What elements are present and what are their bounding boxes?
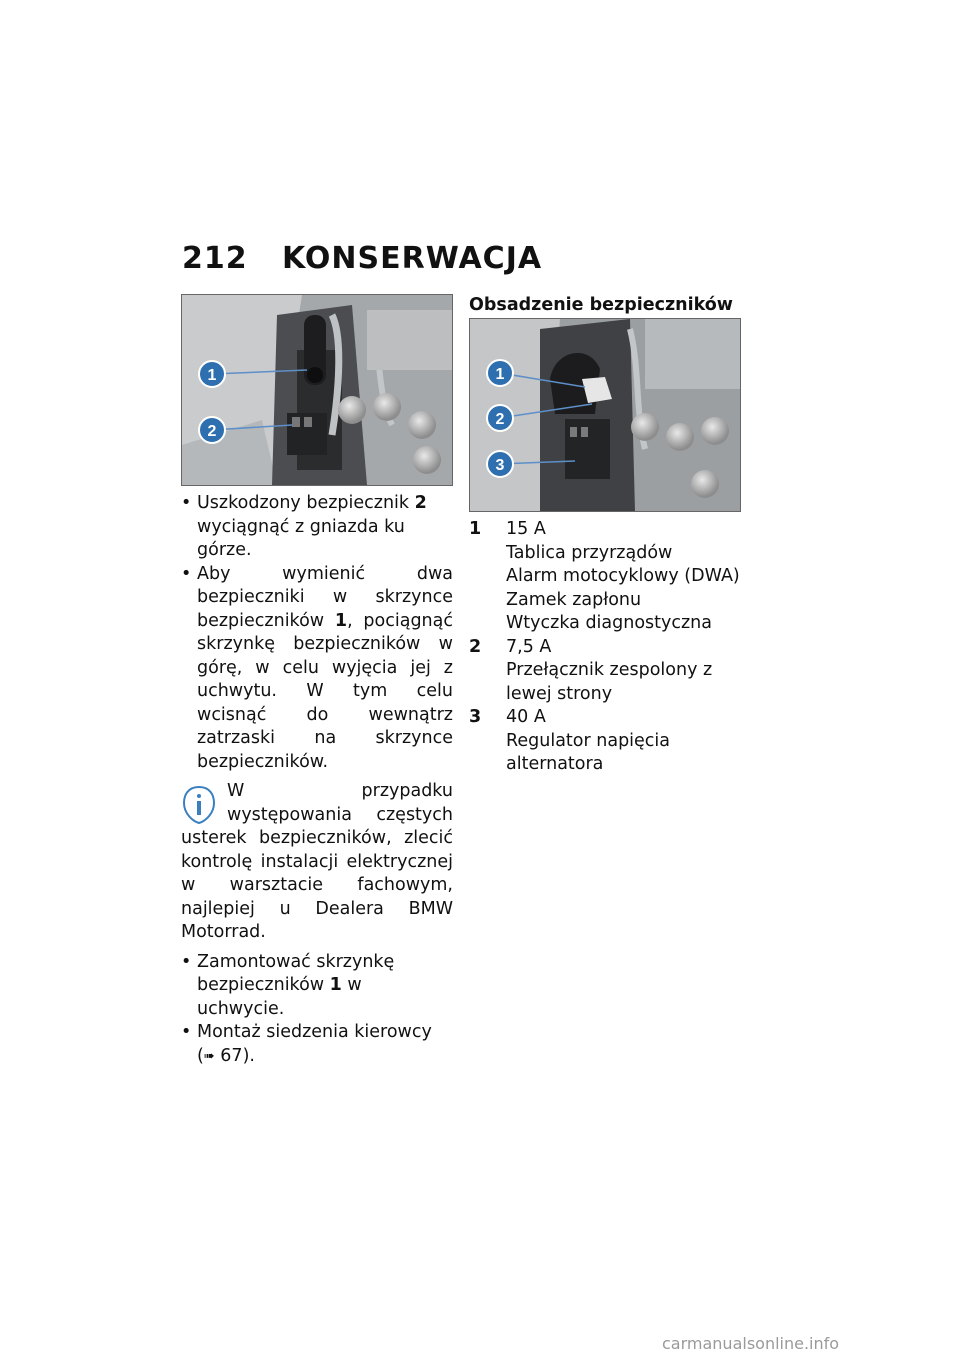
page-title: KONSERWACJA <box>282 241 543 276</box>
site-watermark: carmanualsonline.info <box>662 1334 840 1353</box>
fuse-rating: 7,5 A <box>506 636 552 657</box>
fuse-circuit: Tablica przyrządów <box>506 542 673 563</box>
section-heading: Obsadzenie bezpieczników <box>469 295 733 315</box>
callout-1-photo2 <box>487 360 513 386</box>
instruction-text: Montaż siedzenia kierowcy <box>197 1022 432 1042</box>
instruction-text: Uszkodzony bezpiecznik <box>197 493 415 513</box>
fuse-item-3 <box>469 706 749 777</box>
svg-text:2: 2 <box>207 423 217 440</box>
fuse-number: 3 <box>469 707 482 727</box>
fuse-rating: 15 A <box>506 519 546 539</box>
instruction-text: Zamontować skrzynkę bezpieczników <box>197 951 395 995</box>
info-icon <box>181 784 217 826</box>
fuse-rating: 40 A <box>506 707 546 727</box>
svg-text:1: 1 <box>495 366 505 383</box>
fuse-circuit: Alarm motocyklowy (DWA) <box>506 566 740 586</box>
instruction-remove-fuse <box>181 492 453 563</box>
callout-2-photo1 <box>199 417 225 443</box>
callout-1-photo1 <box>199 361 225 387</box>
fuse-item-1 <box>469 518 749 636</box>
page-reference-arrow-icon: ➠ <box>203 1048 215 1064</box>
fuse-item-2 <box>469 636 749 707</box>
fuse-assignment-illustration <box>470 319 740 511</box>
page-header <box>182 241 542 276</box>
svg-text:1: 1 <box>207 367 217 384</box>
svg-text:2: 2 <box>495 411 505 428</box>
instruction-text: wyciągnąć z gniazda ku górze. <box>197 516 405 560</box>
left-column <box>181 492 453 1068</box>
fuse-circuit: Wtyczka diagnostyczna <box>506 613 713 633</box>
instruction-replace-fuses <box>181 563 453 775</box>
reference-number: 2 <box>414 493 427 513</box>
instruction-mount-fuse-box <box>181 951 453 1022</box>
page-reference[interactable]: 67). <box>214 1045 255 1066</box>
page-ref-open: ( <box>197 1045 204 1066</box>
fuse-circuit: Zamek zapłonu <box>506 589 642 610</box>
instruction-mount-seat <box>181 1021 453 1068</box>
fuse-list <box>469 518 749 777</box>
info-note <box>181 780 453 945</box>
fuse-number: 2 <box>469 636 482 657</box>
fuse-circuit: Przełącznik zespolony z lewej strony <box>506 660 713 704</box>
callout-2-photo2 <box>487 405 513 431</box>
page-number: 212 <box>182 241 248 276</box>
instruction-text: w uchwycie. <box>197 975 362 1019</box>
right-column <box>469 294 749 326</box>
fuse-circuit: Regulator napięcia alternatora <box>506 730 671 774</box>
instruction-text: , pociągnąć skrzynkę bezpieczników w górę, w celu wyjęcia jej z uchwytu. W tym celu wcisnąć do wewnątrz zatrzaski na skrzynce bezpieczników. <box>197 610 453 772</box>
fuse-box-illustration <box>182 295 452 485</box>
reference-number: 1 <box>329 975 342 995</box>
fuse-number: 1 <box>469 519 482 539</box>
fuse-box-photo-assignment <box>469 318 741 512</box>
instruction-text: Aby wymienić dwa bezpieczniki w skrzynce bezpieczników <box>197 563 453 631</box>
fuse-box-photo-removal <box>181 294 453 486</box>
reference-number: 1 <box>334 610 348 631</box>
svg-text:3: 3 <box>495 457 505 474</box>
callout-3-photo2 <box>487 451 513 477</box>
note-text: W przypadku występowania częstych usterek bezpieczników, zlecić kontrolę instalacji elektrycznej w warsztacie fachowym, najlepiej u Dealera BMW Motorrad. <box>181 781 453 942</box>
